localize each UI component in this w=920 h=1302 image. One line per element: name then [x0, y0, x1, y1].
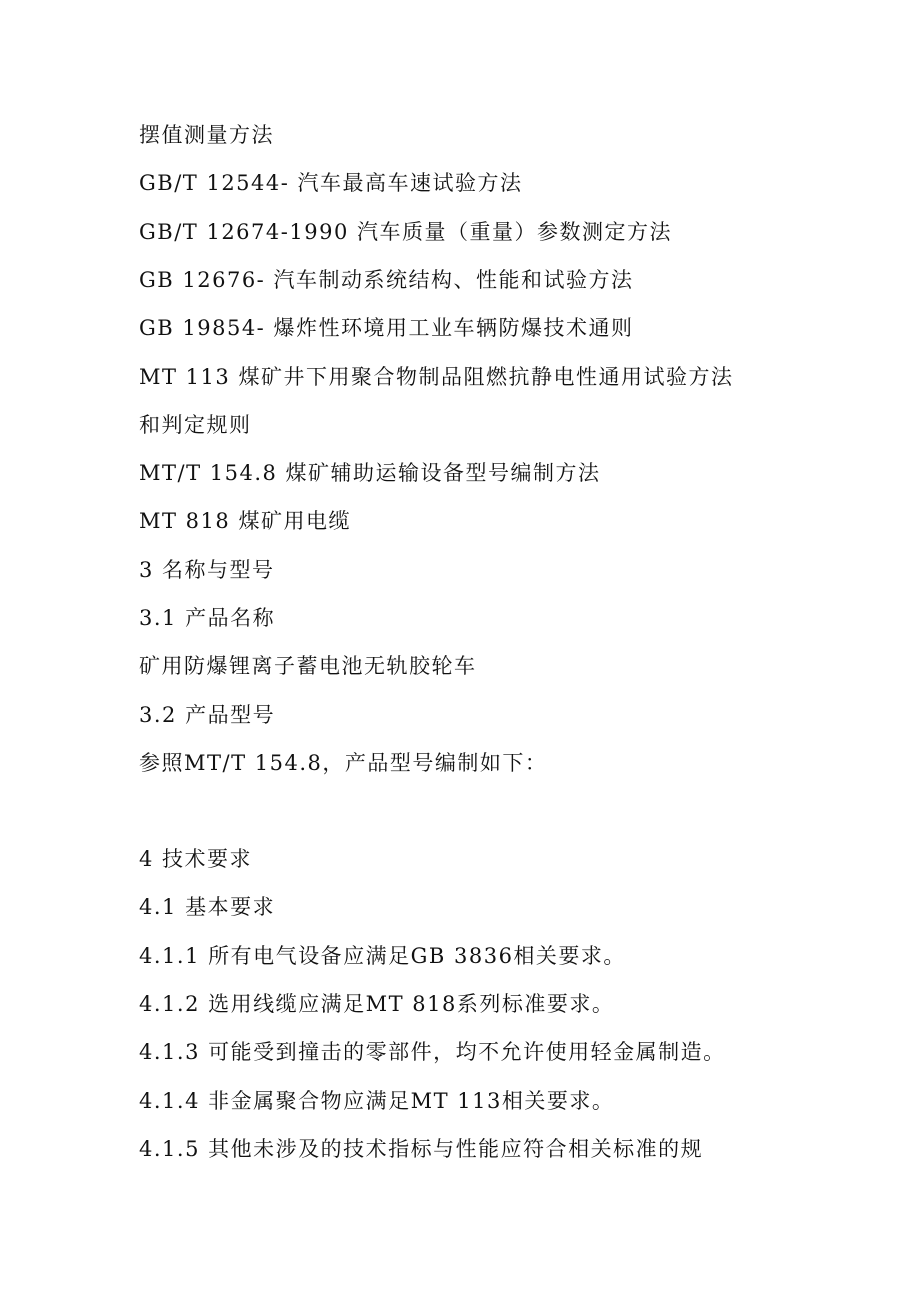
reference-standard: GB 12676- 汽车制动系统结构、性能和试验方法: [139, 268, 634, 292]
section-heading: 4 技术要求: [139, 847, 253, 871]
text-line: 和判定规则: [139, 413, 252, 437]
reference-standard: GB/T 12544- 汽车最高车速试验方法: [139, 171, 523, 195]
clause: 4.1.4 非金属聚合物应满足MT 113相关要求。: [139, 1089, 615, 1113]
reference-standard: MT 113 煤矿井下用聚合物制品阻燃抗静电性通用试验方法: [139, 365, 734, 389]
clause: 4.1.5 其他未涉及的技术指标与性能应符合相关标准的规: [139, 1137, 704, 1161]
reference-standard: GB 19854- 爆炸性环境用工业车辆防爆技术通则: [139, 316, 634, 340]
reference-standard: MT 818 煤矿用电缆: [139, 509, 351, 533]
reference-standard: GB/T 12674-1990 汽车质量（重量）参数测定方法: [139, 220, 672, 244]
clause: 4.1.2 选用线缆应满足MT 818系列标准要求。: [139, 992, 615, 1016]
clause: 4.1.3 可能受到撞击的零部件，均不允许使用轻金属制造。: [139, 1040, 726, 1064]
subsection-heading: 3.1 产品名称: [139, 606, 276, 630]
section-heading: 3 名称与型号: [139, 558, 275, 582]
reference-standard: MT/T 154.8 煤矿辅助运输设备型号编制方法: [139, 461, 601, 485]
subsection-heading: 3.2 产品型号: [139, 703, 276, 727]
text-line: 摆值测量方法: [139, 123, 274, 147]
subsection-heading: 4.1 基本要求: [139, 895, 276, 919]
paragraph: 参照MT/T 154.8，产品型号编制如下：: [139, 751, 548, 775]
paragraph: 矿用防爆锂离子蓄电池无轨胶轮车: [139, 654, 477, 678]
clause: 4.1.1 所有电气设备应满足GB 3836相关要求。: [139, 944, 626, 968]
